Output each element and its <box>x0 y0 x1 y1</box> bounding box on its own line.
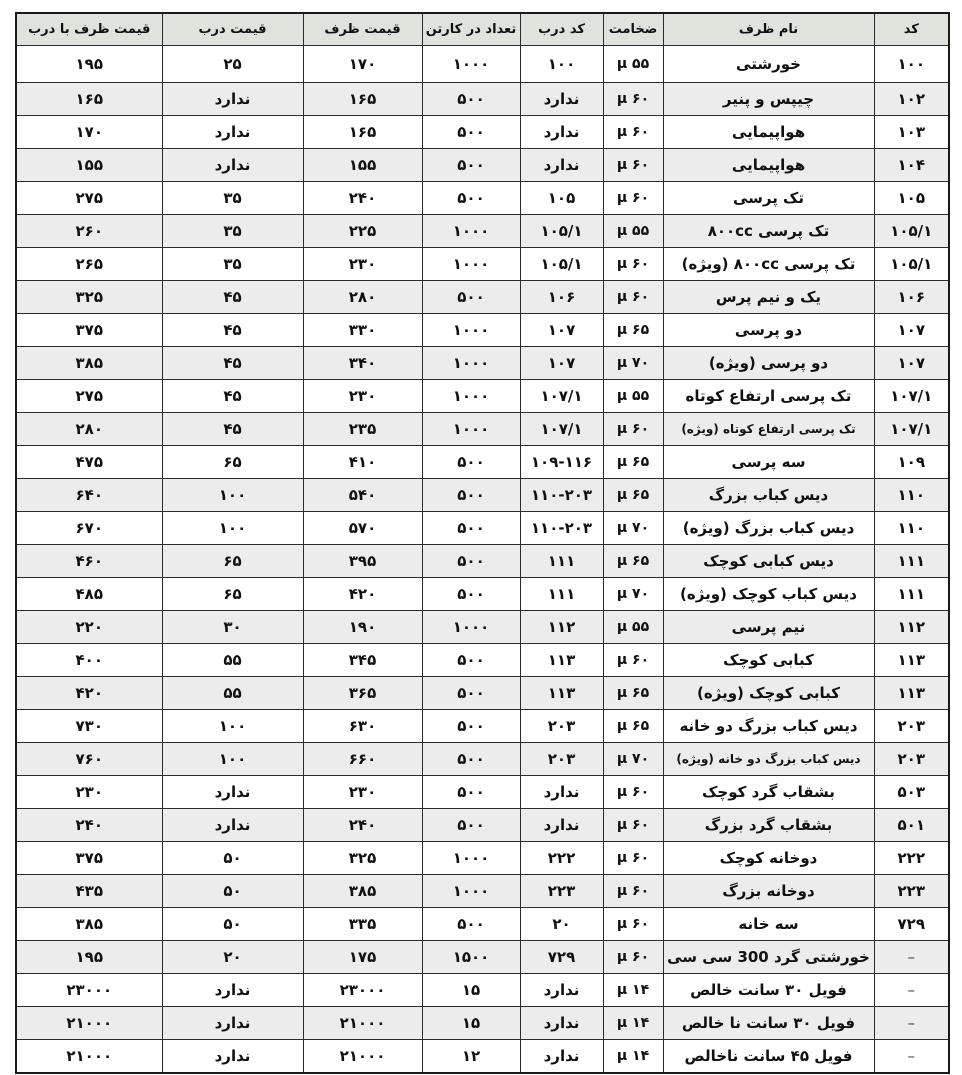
cell-carton-qty: ۵۰۰ <box>422 908 520 941</box>
cell-total-price: ۴۶۰ <box>16 545 162 578</box>
cell-code: ۱۰۷ <box>874 347 949 380</box>
cell-carton-qty: ۵۰۰ <box>422 578 520 611</box>
cell-lid-price: ۶۵ <box>162 545 303 578</box>
cell-carton-qty: ۵۰۰ <box>422 809 520 842</box>
cell-carton-qty: ۵۰۰ <box>422 116 520 149</box>
cell-lid-price: ۶۵ <box>162 446 303 479</box>
cell-code: ۱۰۲ <box>874 83 949 116</box>
table-row <box>16 149 949 182</box>
cell-code: ۱۰۷/۱ <box>874 380 949 413</box>
cell-carton-qty: ۵۰۰ <box>422 743 520 776</box>
cell-carton-qty: ۱۲ <box>422 1040 520 1074</box>
table-row <box>16 347 949 380</box>
cell-lid-price: ۱۰۰ <box>162 479 303 512</box>
cell-thickness: μ ۱۴ <box>603 1040 663 1074</box>
cell-thickness: μ ۶۵ <box>603 677 663 710</box>
cell-total-price: ۲۴۰ <box>16 809 162 842</box>
cell-code: ۱۰۵/۱ <box>874 215 949 248</box>
cell-name: کبابی کوچک (ویژه) <box>663 677 874 710</box>
cell-carton-qty: ۵۰۰ <box>422 479 520 512</box>
cell-code: ۲۲۲ <box>874 842 949 875</box>
cell-thickness: μ ۶۰ <box>603 149 663 182</box>
cell-carton-qty: ۵۰۰ <box>422 677 520 710</box>
cell-total-price: ۲۱۰۰۰ <box>16 1007 162 1040</box>
cell-thickness: μ ۶۵ <box>603 479 663 512</box>
cell-thickness: μ ۶۰ <box>603 182 663 215</box>
cell-total-price: ۱۹۵ <box>16 941 162 974</box>
cell-lid-price: ۵۰ <box>162 842 303 875</box>
cell-carton-qty: ۵۰۰ <box>422 446 520 479</box>
cell-carton-qty: ۵۰۰ <box>422 776 520 809</box>
cell-code: ۵۰۳ <box>874 776 949 809</box>
cell-code: ۱۱۰ <box>874 512 949 545</box>
cell-lid-price: ۳۵ <box>162 215 303 248</box>
cell-thickness: μ ۷۰ <box>603 347 663 380</box>
cell-name: بشقاب گرد کوچک <box>663 776 874 809</box>
cell-lid-price: ۵۰ <box>162 875 303 908</box>
cell-lid-price: ۳۵ <box>162 248 303 281</box>
cell-carton-qty: ۱۰۰۰ <box>422 314 520 347</box>
cell-code: ۱۰۷/۱ <box>874 413 949 446</box>
cell-container-price: ۳۳۵ <box>303 908 422 941</box>
cell-container-price: ۲۳۰ <box>303 776 422 809</box>
table-row <box>16 83 949 116</box>
cell-name: فویل ۳۰ سانت خالص <box>663 974 874 1007</box>
cell-code: ۷۲۹ <box>874 908 949 941</box>
cell-code: ۱۱۰ <box>874 479 949 512</box>
cell-thickness: μ ۶۵ <box>603 314 663 347</box>
table-row <box>16 941 949 974</box>
table-row <box>16 842 949 875</box>
cell-thickness: μ ۶۰ <box>603 644 663 677</box>
cell-code: ۲۰۳ <box>874 743 949 776</box>
cell-container-price: ۳۶۵ <box>303 677 422 710</box>
table-row <box>16 46 949 83</box>
cell-thickness: μ ۵۵ <box>603 611 663 644</box>
cell-total-price: ۱۵۵ <box>16 149 162 182</box>
cell-lid-price: ندارد <box>162 83 303 116</box>
cell-name: دوخانه کوچک <box>663 842 874 875</box>
cell-thickness: μ ۶۰ <box>603 842 663 875</box>
cell-name: تک پرسی ۸۰۰cc <box>663 215 874 248</box>
cell-lid-code: ندارد <box>520 149 603 182</box>
cell-code: ۱۰۳ <box>874 116 949 149</box>
cell-code: – <box>874 1007 949 1040</box>
cell-thickness: μ ۶۰ <box>603 83 663 116</box>
cell-carton-qty: ۵۰۰ <box>422 644 520 677</box>
cell-lid-price: ۳۵ <box>162 182 303 215</box>
cell-thickness: μ ۷۰ <box>603 743 663 776</box>
cell-name: تک پرسی ارتفاع کوتاه (ویژه) <box>663 413 874 446</box>
cell-name: تک پرسی <box>663 182 874 215</box>
cell-lid-price: ۴۵ <box>162 347 303 380</box>
cell-total-price: ۴۰۰ <box>16 644 162 677</box>
cell-container-price: ۲۴۰ <box>303 809 422 842</box>
cell-thickness: μ ۶۰ <box>603 908 663 941</box>
cell-thickness: μ ۶۰ <box>603 281 663 314</box>
cell-code: ۱۱۳ <box>874 644 949 677</box>
cell-container-price: ۲۴۰ <box>303 182 422 215</box>
cell-name: خورشتی <box>663 46 874 83</box>
cell-thickness: μ ۶۰ <box>603 941 663 974</box>
cell-lid-price: ۱۰۰ <box>162 710 303 743</box>
cell-lid-code: ندارد <box>520 1007 603 1040</box>
cell-container-price: ۱۹۰ <box>303 611 422 644</box>
header-lid-price: قیمت درب <box>162 13 303 46</box>
cell-container-price: ۲۱۰۰۰ <box>303 1040 422 1074</box>
cell-thickness: μ ۷۰ <box>603 512 663 545</box>
cell-name: تک پرسی ۸۰۰cc (ویژه) <box>663 248 874 281</box>
cell-container-price: ۶۶۰ <box>303 743 422 776</box>
cell-lid-price: ۳۰ <box>162 611 303 644</box>
cell-lid-price: ۵۰ <box>162 908 303 941</box>
cell-name: فویل ۳۰ سانت نا خالص <box>663 1007 874 1040</box>
cell-container-price: ۳۹۵ <box>303 545 422 578</box>
cell-lid-price: ندارد <box>162 974 303 1007</box>
table-row <box>16 1007 949 1040</box>
cell-lid-code: ۱۰۷/۱ <box>520 413 603 446</box>
cell-carton-qty: ۱۰۰۰ <box>422 380 520 413</box>
cell-lid-code: ۱۱۰-۲۰۳ <box>520 512 603 545</box>
cell-thickness: μ ۶۰ <box>603 116 663 149</box>
table-row <box>16 974 949 1007</box>
cell-code: ۵۰۱ <box>874 809 949 842</box>
table-row <box>16 809 949 842</box>
table-row <box>16 710 949 743</box>
table-row <box>16 677 949 710</box>
cell-container-price: ۶۳۰ <box>303 710 422 743</box>
table-row <box>16 380 949 413</box>
table-row <box>16 248 949 281</box>
cell-carton-qty: ۵۰۰ <box>422 149 520 182</box>
cell-container-price: ۵۷۰ <box>303 512 422 545</box>
cell-total-price: ۲۶۵ <box>16 248 162 281</box>
cell-lid-price: ۴۵ <box>162 380 303 413</box>
cell-lid-code: ۱۱۳ <box>520 677 603 710</box>
cell-lid-code: ندارد <box>520 974 603 1007</box>
cell-carton-qty: ۱۰۰۰ <box>422 215 520 248</box>
cell-container-price: ۵۴۰ <box>303 479 422 512</box>
table-row <box>16 545 949 578</box>
cell-lid-code: ۱۰۵/۱ <box>520 215 603 248</box>
cell-code: ۱۱۳ <box>874 677 949 710</box>
cell-name: دیس کباب بزرگ دو خانه <box>663 710 874 743</box>
cell-code: ۲۲۳ <box>874 875 949 908</box>
cell-code: ۱۱۱ <box>874 578 949 611</box>
cell-name: نیم پرسی <box>663 611 874 644</box>
cell-carton-qty: ۵۰۰ <box>422 545 520 578</box>
table-row <box>16 1040 949 1074</box>
cell-name: سه پرسی <box>663 446 874 479</box>
cell-lid-code: ۱۱۳ <box>520 644 603 677</box>
cell-thickness: μ ۶۵ <box>603 710 663 743</box>
table-row <box>16 182 949 215</box>
cell-lid-code: ۱۱۰-۲۰۳ <box>520 479 603 512</box>
table-row <box>16 281 949 314</box>
cell-thickness: μ ۵۵ <box>603 215 663 248</box>
cell-thickness: μ ۶۵ <box>603 446 663 479</box>
cell-thickness: μ ۱۴ <box>603 974 663 1007</box>
cell-name: دو پرسی <box>663 314 874 347</box>
cell-thickness: μ ۶۰ <box>603 413 663 446</box>
cell-total-price: ۷۳۰ <box>16 710 162 743</box>
cell-name: چیپس و پنیر <box>663 83 874 116</box>
cell-container-price: ۳۴۰ <box>303 347 422 380</box>
cell-total-price: ۴۲۰ <box>16 677 162 710</box>
cell-lid-code: ۱۰۶ <box>520 281 603 314</box>
header-carton-qty: تعداد در کارتن <box>422 13 520 46</box>
cell-name: دو پرسی (ویژه) <box>663 347 874 380</box>
cell-total-price: ۳۸۵ <box>16 347 162 380</box>
cell-name: بشقاب گرد بزرگ <box>663 809 874 842</box>
cell-container-price: ۴۱۰ <box>303 446 422 479</box>
table-row <box>16 413 949 446</box>
cell-name: فویل ۴۵ سانت ناخالص <box>663 1040 874 1074</box>
cell-total-price: ۶۴۰ <box>16 479 162 512</box>
cell-lid-code: ۲۰۳ <box>520 743 603 776</box>
header-container-price: قیمت ظرف <box>303 13 422 46</box>
cell-lid-price: ۵۵ <box>162 644 303 677</box>
cell-name: سه خانه <box>663 908 874 941</box>
cell-lid-code: ۲۰۳ <box>520 710 603 743</box>
cell-code: ۲۰۳ <box>874 710 949 743</box>
cell-lid-price: ندارد <box>162 116 303 149</box>
cell-lid-code: ۱۰۰ <box>520 46 603 83</box>
cell-lid-price: ۱۰۰ <box>162 512 303 545</box>
cell-carton-qty: ۵۰۰ <box>422 83 520 116</box>
cell-lid-price: ۴۵ <box>162 413 303 446</box>
cell-total-price: ۴۳۵ <box>16 875 162 908</box>
cell-thickness: μ ۶۰ <box>603 248 663 281</box>
cell-carton-qty: ۱۰۰۰ <box>422 611 520 644</box>
cell-lid-code: ۲۲۳ <box>520 875 603 908</box>
table-row <box>16 875 949 908</box>
table-row <box>16 776 949 809</box>
cell-name: یک و نیم پرس <box>663 281 874 314</box>
cell-total-price: ۳۸۵ <box>16 908 162 941</box>
cell-carton-qty: ۱۵ <box>422 974 520 1007</box>
cell-lid-code: ندارد <box>520 809 603 842</box>
cell-code: – <box>874 1040 949 1074</box>
cell-lid-price: ۱۰۰ <box>162 743 303 776</box>
cell-total-price: ۱۹۵ <box>16 46 162 83</box>
cell-total-price: ۲۶۰ <box>16 215 162 248</box>
cell-total-price: ۳۷۵ <box>16 314 162 347</box>
cell-code: ۱۰۶ <box>874 281 949 314</box>
table-body <box>16 46 949 1074</box>
table-row <box>16 116 949 149</box>
cell-container-price: ۳۴۵ <box>303 644 422 677</box>
cell-total-price: ۳۲۵ <box>16 281 162 314</box>
price-table <box>15 12 950 1074</box>
cell-total-price: ۲۸۰ <box>16 413 162 446</box>
cell-code: ۱۰۹ <box>874 446 949 479</box>
cell-name: دوخانه بزرگ <box>663 875 874 908</box>
cell-total-price: ۳۷۵ <box>16 842 162 875</box>
cell-name: دیس کباب بزرگ (ویژه) <box>663 512 874 545</box>
header-thickness: ضخامت <box>603 13 663 46</box>
cell-lid-code: ۱۰۹-۱۱۶ <box>520 446 603 479</box>
cell-carton-qty: ۵۰۰ <box>422 182 520 215</box>
cell-container-price: ۱۵۵ <box>303 149 422 182</box>
cell-carton-qty: ۱۰۰۰ <box>422 46 520 83</box>
cell-lid-price: ۲۰ <box>162 941 303 974</box>
cell-code: ۱۰۰ <box>874 46 949 83</box>
cell-lid-code: ۱۰۷/۱ <box>520 380 603 413</box>
cell-container-price: ۳۸۵ <box>303 875 422 908</box>
cell-name: دیس کباب بزرگ دو خانه (ویژه) <box>663 743 874 776</box>
table-row <box>16 644 949 677</box>
cell-code: ۱۰۵/۱ <box>874 248 949 281</box>
cell-lid-code: ۲۲۲ <box>520 842 603 875</box>
cell-container-price: ۳۲۵ <box>303 842 422 875</box>
cell-name: هواپیمایی <box>663 116 874 149</box>
cell-total-price: ۶۷۰ <box>16 512 162 545</box>
cell-lid-price: ندارد <box>162 809 303 842</box>
cell-total-price: ۲۷۵ <box>16 380 162 413</box>
cell-lid-price: ندارد <box>162 1040 303 1074</box>
cell-container-price: ۲۳۵ <box>303 413 422 446</box>
cell-container-price: ۲۳۰ <box>303 380 422 413</box>
cell-total-price: ۲۳۰۰۰ <box>16 974 162 1007</box>
cell-thickness: μ ۶۰ <box>603 776 663 809</box>
cell-carton-qty: ۱۰۰۰ <box>422 875 520 908</box>
cell-container-price: ۲۲۵ <box>303 215 422 248</box>
cell-carton-qty: ۵۰۰ <box>422 512 520 545</box>
cell-container-price: ۱۷۵ <box>303 941 422 974</box>
cell-thickness: μ ۶۰ <box>603 875 663 908</box>
table-row <box>16 743 949 776</box>
cell-code: ۱۰۴ <box>874 149 949 182</box>
cell-carton-qty: ۵۰۰ <box>422 710 520 743</box>
cell-thickness: μ ۶۰ <box>603 809 663 842</box>
cell-name: تک پرسی ارتفاع کوتاه <box>663 380 874 413</box>
cell-code: ۱۰۵ <box>874 182 949 215</box>
cell-lid-code: ۱۱۱ <box>520 545 603 578</box>
cell-lid-price: ۵۵ <box>162 677 303 710</box>
price-table-container <box>15 12 948 1074</box>
cell-lid-price: ندارد <box>162 1007 303 1040</box>
cell-name: دیس کباب کوچک (ویژه) <box>663 578 874 611</box>
header-lid-code: کد درب <box>520 13 603 46</box>
cell-lid-code: ۱۱۱ <box>520 578 603 611</box>
cell-lid-code: ۱۰۵/۱ <box>520 248 603 281</box>
header-code: کد <box>874 13 949 46</box>
cell-container-price: ۲۳۰ <box>303 248 422 281</box>
cell-carton-qty: ۱۵۰۰ <box>422 941 520 974</box>
cell-code: ۱۱۱ <box>874 545 949 578</box>
cell-lid-price: ندارد <box>162 149 303 182</box>
cell-total-price: ۴۷۵ <box>16 446 162 479</box>
table-row <box>16 908 949 941</box>
cell-total-price: ۱۶۵ <box>16 83 162 116</box>
cell-total-price: ۲۷۵ <box>16 182 162 215</box>
cell-container-price: ۱۶۵ <box>303 83 422 116</box>
cell-lid-code: ندارد <box>520 83 603 116</box>
cell-lid-price: ۲۵ <box>162 46 303 83</box>
cell-total-price: ۲۲۰ <box>16 611 162 644</box>
cell-carton-qty: ۱۵ <box>422 1007 520 1040</box>
cell-name: خورشتی گرد 300 سی سی <box>663 941 874 974</box>
cell-name: دیس کباب بزرگ <box>663 479 874 512</box>
header-total-price: قیمت ظرف با درب <box>16 13 162 46</box>
cell-container-price: ۳۳۰ <box>303 314 422 347</box>
cell-container-price: ۱۷۰ <box>303 46 422 83</box>
cell-lid-code: ۱۰۷ <box>520 347 603 380</box>
cell-container-price: ۱۶۵ <box>303 116 422 149</box>
table-row <box>16 611 949 644</box>
table-row <box>16 314 949 347</box>
cell-container-price: ۲۱۰۰۰ <box>303 1007 422 1040</box>
cell-lid-price: ۴۵ <box>162 314 303 347</box>
cell-container-price: ۲۳۰۰۰ <box>303 974 422 1007</box>
header-name: نام ظرف <box>663 13 874 46</box>
cell-lid-price: ۴۵ <box>162 281 303 314</box>
cell-lid-code: ۱۰۷ <box>520 314 603 347</box>
cell-lid-code: ۱۱۲ <box>520 611 603 644</box>
cell-name: هواپیمایی <box>663 149 874 182</box>
cell-container-price: ۴۲۰ <box>303 578 422 611</box>
cell-thickness: μ ۵۵ <box>603 46 663 83</box>
cell-thickness: μ ۵۵ <box>603 380 663 413</box>
cell-lid-price: ندارد <box>162 776 303 809</box>
cell-lid-code: ۲۰ <box>520 908 603 941</box>
cell-code: – <box>874 974 949 1007</box>
cell-lid-code: ندارد <box>520 1040 603 1074</box>
table-row <box>16 512 949 545</box>
cell-name: دیس کبابی کوچک <box>663 545 874 578</box>
cell-total-price: ۷۶۰ <box>16 743 162 776</box>
cell-carton-qty: ۱۰۰۰ <box>422 347 520 380</box>
cell-lid-code: ندارد <box>520 776 603 809</box>
cell-total-price: ۴۸۵ <box>16 578 162 611</box>
cell-lid-code: ۷۲۹ <box>520 941 603 974</box>
cell-carton-qty: ۵۰۰ <box>422 281 520 314</box>
cell-name: کبابی کوچک <box>663 644 874 677</box>
cell-container-price: ۲۸۰ <box>303 281 422 314</box>
cell-thickness: μ ۶۵ <box>603 545 663 578</box>
table-row <box>16 479 949 512</box>
cell-total-price: ۲۳۰ <box>16 776 162 809</box>
cell-carton-qty: ۱۰۰۰ <box>422 413 520 446</box>
cell-code: ۱۰۷ <box>874 314 949 347</box>
cell-code: – <box>874 941 949 974</box>
cell-thickness: μ ۷۰ <box>603 578 663 611</box>
cell-lid-code: ۱۰۵ <box>520 182 603 215</box>
cell-carton-qty: ۱۰۰۰ <box>422 248 520 281</box>
cell-lid-code: ندارد <box>520 116 603 149</box>
table-row <box>16 215 949 248</box>
cell-lid-price: ۶۵ <box>162 578 303 611</box>
cell-carton-qty: ۱۰۰۰ <box>422 842 520 875</box>
table-row <box>16 578 949 611</box>
cell-total-price: ۱۷۰ <box>16 116 162 149</box>
table-header-row <box>16 13 949 46</box>
cell-thickness: μ ۱۴ <box>603 1007 663 1040</box>
table-row <box>16 446 949 479</box>
cell-code: ۱۱۲ <box>874 611 949 644</box>
cell-total-price: ۲۱۰۰۰ <box>16 1040 162 1074</box>
